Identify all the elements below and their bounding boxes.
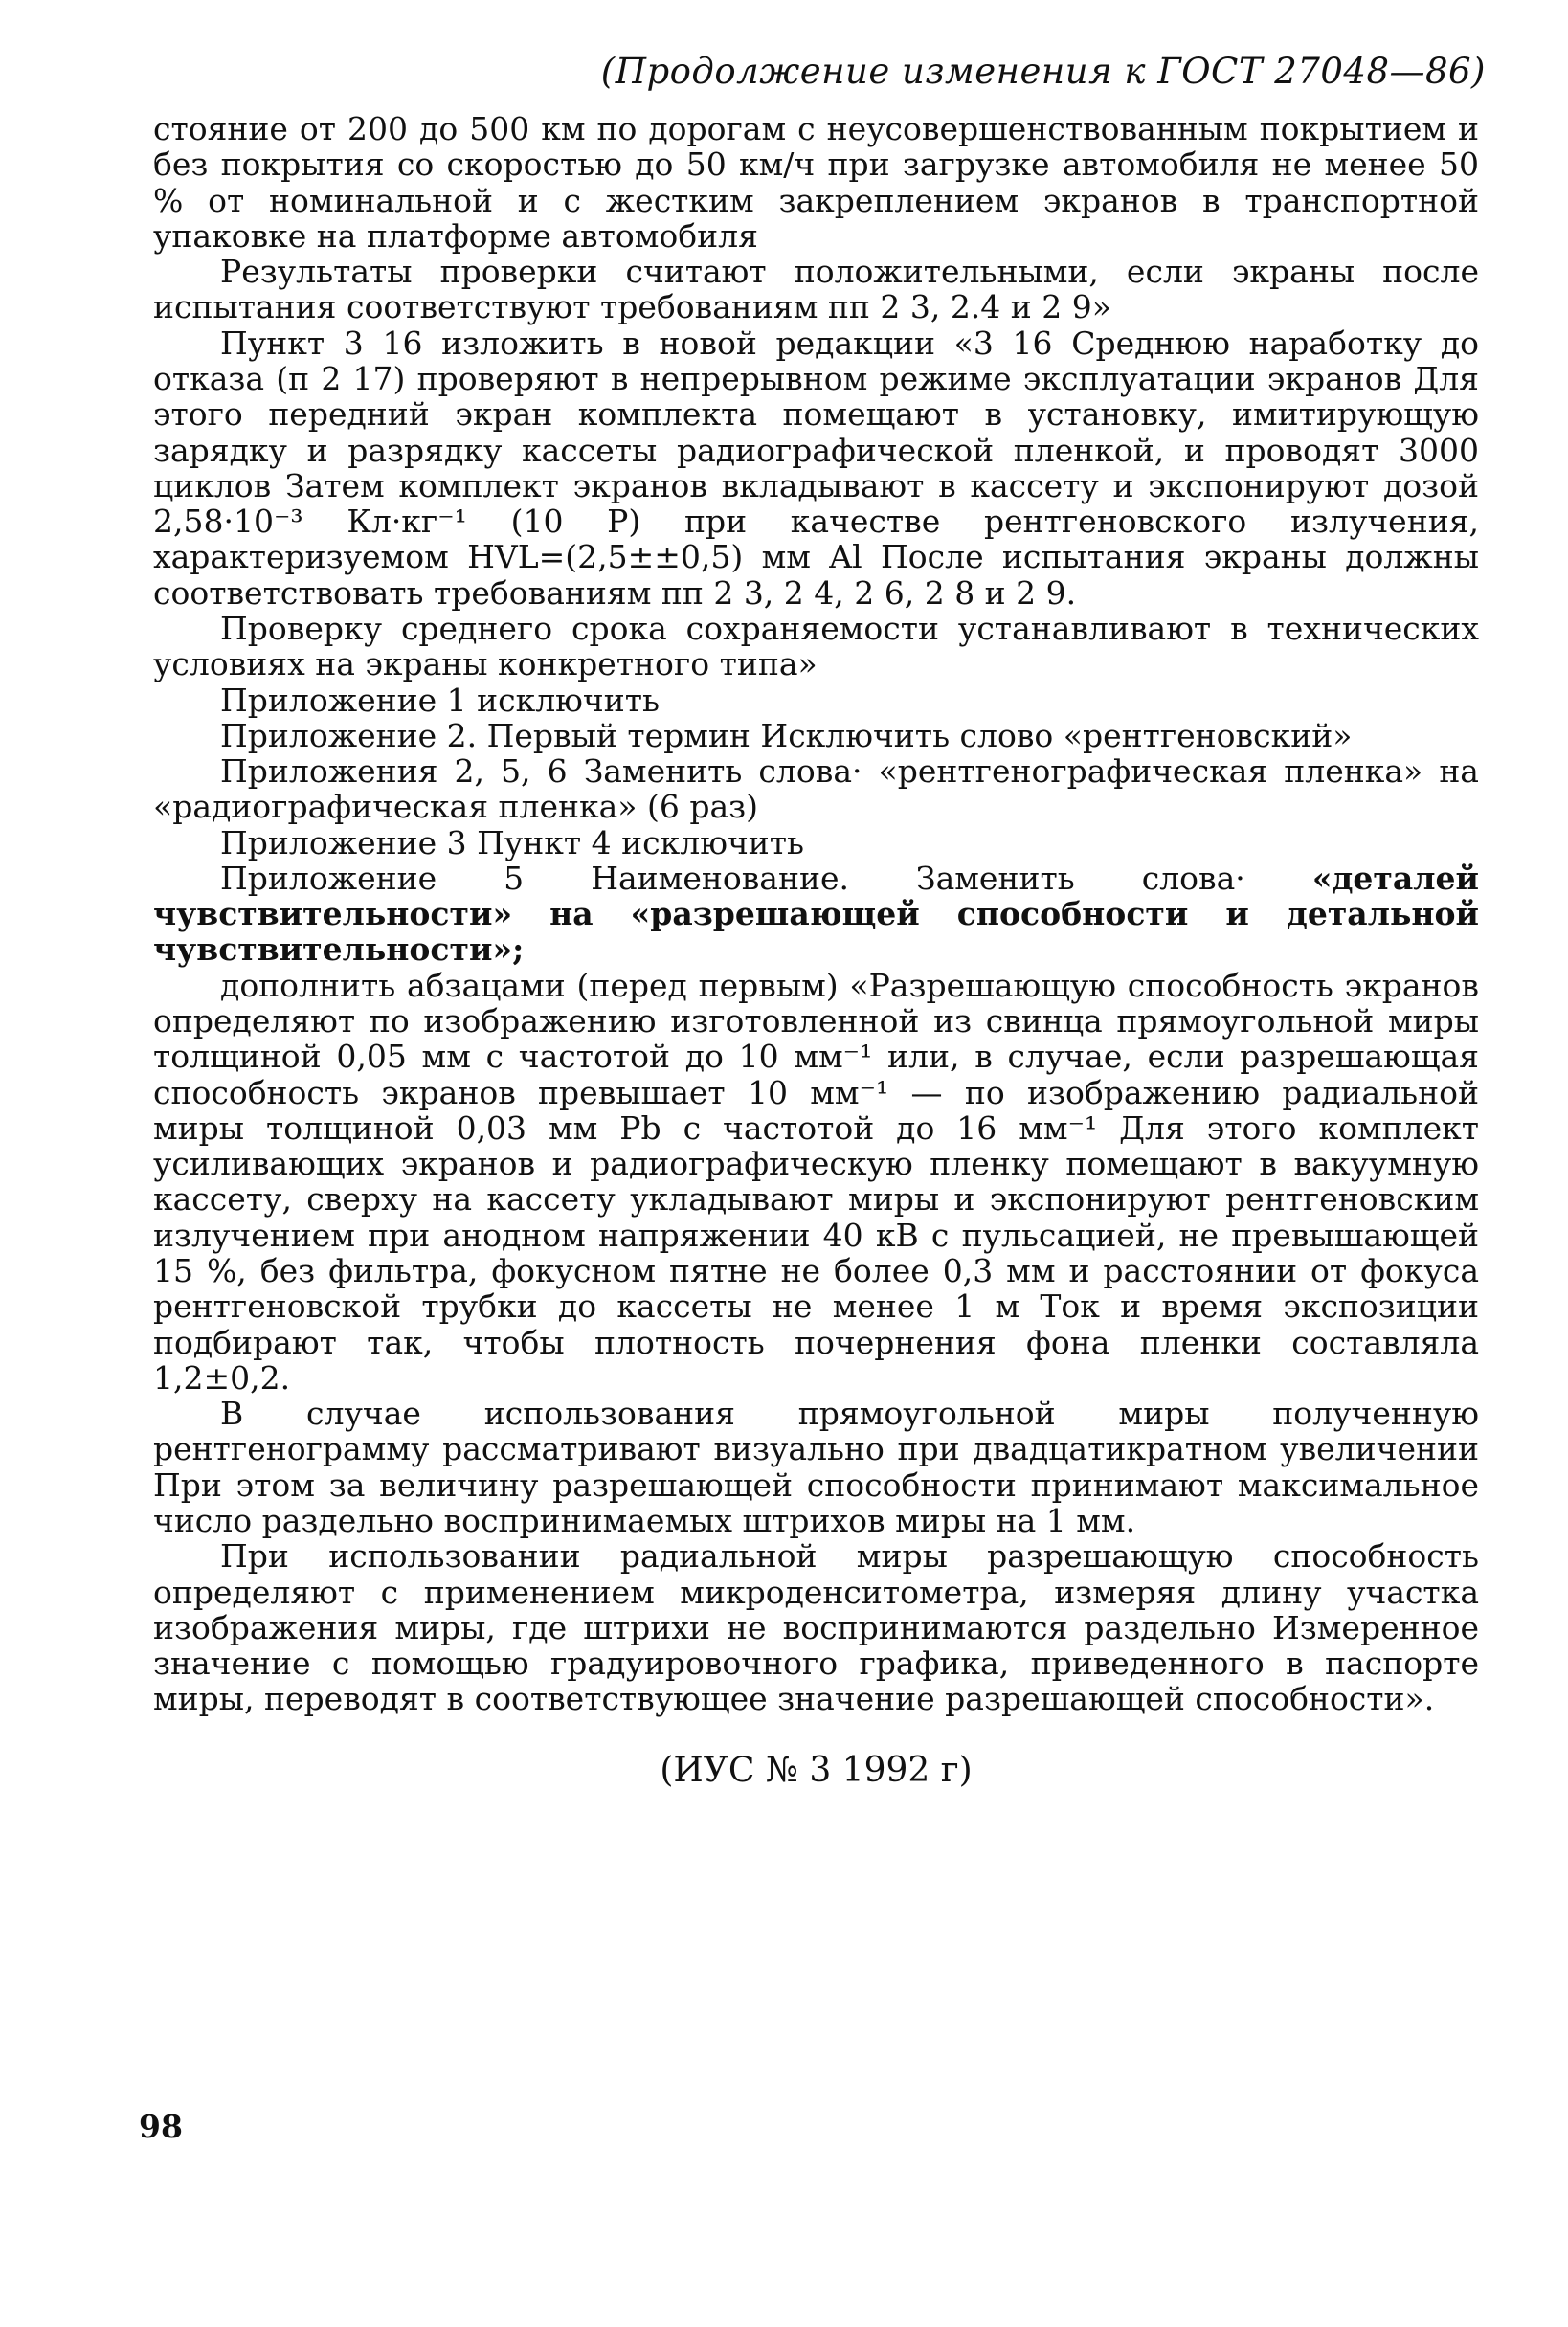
paragraph-appendices-2-5-6: Приложения 2, 5, 6 Заменить слова· «рентгенографическая пленка» на «радиографическая пленка» (6 раз): [153, 752, 1479, 826]
paragraph-appendix-2: Приложение 2. Первый термин Исключить слово «рентгеновский»: [220, 716, 1353, 754]
paragraph-continuation: стояние от 200 до 500 км по дорогам с неусовершенствованным покрытием и без покрытия со скоростью до 50 км/ч при загрузке автомобиля не менее 50 % от номинальной и с жестким закреплением экранов в транспортной упаковке на платформе автомобиля: [153, 110, 1479, 255]
paragraph-radial-mira: При использовании радиальной миры разрешающую способность определяют с применением микроденситометра, измеряя длину участка изображения миры, где штрихи не воспринимаются раздельно Измеренное значение с помощью градуировочного графика, приведенного в паспорте миры, переводят в соответствующее значение разрешающей способности».: [153, 1537, 1479, 1718]
paragraph-rectangular-mira: В случае использования прямоугольной миры полученную рентгенограмму рассматривают визуально при двадцатикратном увеличении При этом за величину разрешающей способности принимают максимальное число раздельно воспринимаемых штрихов миры на 1 мм.: [153, 1395, 1479, 1539]
body-text: [153, 111, 1479, 1790]
paragraph-appendix-5: [153, 861, 1479, 968]
paragraph-results: Результаты проверки считают положительными, если экраны после испытания соответствуют требованиям пп 2 3, 2.4 и 2 9»: [153, 253, 1479, 326]
running-header: (Продолжение изменения к ГОСТ 27048—86): [600, 51, 1486, 92]
paragraph-item-3-16: Пункт 3 16 изложить в новой редакции «3 16 Среднюю наработку до отказа (п 2 17) проверяют в непрерывном режиме эксплуатации экранов Для этого передний экран комплекта помещают в установку, имитирующую зарядку и разрядку кассеты радиографической пленкой, и проводят 3000 циклов Затем комплект экранов вкладывают в кассету и экспонируют дозой 2,58·10⁻³ Кл·кг⁻¹ (10 Р) при качестве рентгеновского излучения, характеризуемом HVL=(2,5±±0,5) мм Al После испытания экраны должны соответствовать требованиям пп 2 3, 2 4, 2 6, 2 8 и 2 9.: [153, 324, 1479, 612]
page-number: 98: [139, 2108, 183, 2145]
source-note: (ИУС № 3 1992 г): [660, 1750, 973, 1790]
appendix-5-replacement: «деталей чувствительности» на «разрешающей способности и детальной чувствительности»;: [153, 859, 1479, 969]
paragraph-storage-check: Проверку среднего срока сохраняемости устанавливают в технических условиях на экраны конкретного типа»: [153, 609, 1479, 683]
paragraph-appendix-3: Приложение 3 Пункт 4 исключить: [220, 823, 804, 861]
appendix-5-intro: Приложение 5 Наименование. Заменить слова·: [220, 859, 1312, 897]
paragraph-resolution-method: дополнить абзацами (перед первым) «Разрешающую способность экранов определяют по изображению изготовленной из свинца прямоугольной миры толщиной 0,05 мм с частотой до 10 мм⁻¹ или, в случае, если разрешающая способность экранов превышает 10 мм⁻¹ — по изображению радиальной миры толщиной 0,03 мм Pb с частотой до 16 мм⁻¹ Для этого комплект усиливающих экранов и радиографическую пленку помещают в вакуумную кассету, сверху на кассету укладывают миры и экспонируют рентгеновским излучением при анодном напряжении 40 кВ с пульсацией, не превышающей 15 %, без фильтра, фокусном пятне не более 0,3 мм и расстоянии от фокуса рентгеновской трубки до кассеты не менее 1 м Ток и время экспозиции подбирают так, чтобы плотность почернения фона пленки составляла 1,2±0,2.: [153, 966, 1479, 1397]
paragraph-appendix-1: Приложение 1 исключить: [220, 681, 660, 719]
